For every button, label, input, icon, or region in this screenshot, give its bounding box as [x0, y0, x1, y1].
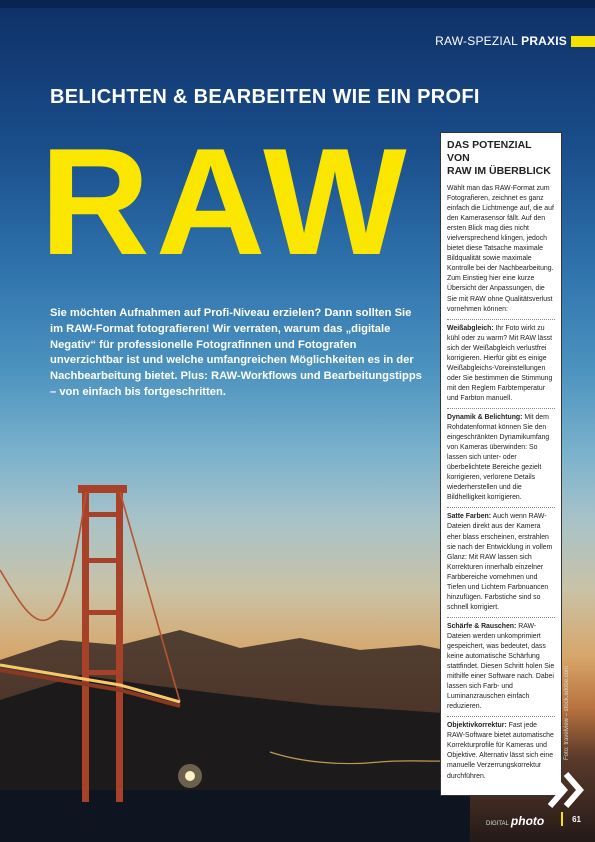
- section-label: RAW-SPEZIAL: [435, 34, 518, 48]
- section-text: Ihr Foto wirkt zu kühl oder zu warm? Mit RAW lässt sich der Weißabgleich verlustfrei korrigieren. Hierfür gibt es einige Weißabgleichs-Voreinstellungen oder Sie bestimmen die Stimmung mit den Reglern Farbtemperatur und Farbton manuell.: [447, 324, 553, 402]
- sidebar-title-line-1: DAS POTENZIAL VON: [447, 139, 532, 164]
- section-heading: Dynamik & Belichtung:: [447, 413, 523, 421]
- intro-text: Sie möchten Aufnahmen auf Profi-Niveau erzielen? Dann sollten Sie im RAW-Format fotografieren! Wir verraten, warum das „digitale Negativ“ für professionelle Fotografinnen und Fotografen unverzichtbar ist und welche umfangreichen Möglichkeiten es in der Nachbearbeitung bietet. Plus: RAW-Workflows und Bearbeitungstipps – von einfach bis fortgeschritten.: [50, 307, 422, 398]
- sidebar-title-line-2: RAW IM ÜBERBLICK: [447, 165, 551, 177]
- headline: BELICHTEN & BEARBEITEN WIE EIN PROFI: [50, 86, 480, 108]
- page-number: 61: [572, 815, 581, 824]
- divider: [447, 507, 555, 508]
- logo-prefix: DIGITAL: [486, 821, 509, 827]
- divider: [447, 408, 555, 409]
- section-heading: Weißabgleich:: [447, 324, 494, 332]
- sidebar-title: [447, 139, 555, 178]
- logo-name: photo: [510, 814, 545, 828]
- sidebar-section: [447, 324, 555, 404]
- next-page-chevron-icon: [548, 770, 594, 810]
- section-heading: Satte Farben:: [447, 513, 492, 521]
- section-text: RAW-Dateien werden unkomprimiert gespeichert, was bedeutet, dass keine automatische Schärfung stattfindet. Diesen Schritt holen Sie mithilfe einer Software nach. Dabei lassen sich Farb- und Luminanzrauschen einfach reduzieren.: [447, 622, 555, 711]
- divider: [447, 319, 555, 320]
- section-text: Mit dem Rohdatenformat können Sie den eingeschränkten Dynamikumfang von Kameras überwinden: So lassen sich unter- oder überbelichtete Bereiche gezielt korrigieren, verlorene Details wiederherstellen und die Bildhelligkeit korrigieren.: [447, 413, 550, 502]
- sidebar-box: [440, 132, 562, 796]
- section-text: Fast jede RAW-Software bietet automatische Korrekturprofile für Kameras und Objektive. Alternativ lässt sich eine manuelle Verzerrungskorrektur durchführen.: [447, 722, 554, 780]
- top-bar: [0, 0, 595, 8]
- category-label: PRAXIS: [521, 34, 567, 48]
- section-kicker: [435, 34, 567, 48]
- divider: [447, 617, 555, 618]
- section-heading: Objektivkorrektur:: [447, 722, 507, 730]
- sidebar-section: [447, 622, 555, 712]
- sidebar-section: [447, 721, 555, 781]
- kicker-accent-bar: [571, 36, 595, 47]
- magazine-logo: [486, 814, 544, 828]
- sidebar-section: [447, 413, 555, 503]
- big-title: RAW: [40, 117, 413, 287]
- sidebar-section: [447, 512, 555, 612]
- section-heading: Schärfe & Rauschen:: [447, 622, 517, 630]
- sidebar-intro: Wählt man das RAW-Format zum Fotografieren, zeichnet es ganz einfach die Lichtmenge auf, die auf den Kamerasensor fällt. Auf den ersten Blick mag dies nicht vielversprechend klingen, jedoch bietet diese Tatsache maximale Bildqualität sowie maximale Kontrolle bei der Nachbearbeitung. Zum Einstieg hier eine kurze Übersicht der Anpassungen, die Sie mit RAW ohne Qualitätsverlust vornehmen können:: [447, 185, 554, 313]
- photo-credit: Foto: travelview – stock.adobe.com: [564, 665, 570, 760]
- section-text: Auch wenn RAW-Dateien direkt aus der Kamera eher blass erscheinen, erstrahlen sie nach der Entwicklung in vollem Glanz: Mit RAW lassen sich Korrekturen innerhalb einzelner Farbbereiche vornehmen und Tiefen und Lichtern Farbnuancen hinzufügen. Farbstiche sind so schnell korrigiert.: [447, 513, 553, 611]
- divider: [447, 716, 555, 717]
- page-number-divider: [561, 812, 563, 826]
